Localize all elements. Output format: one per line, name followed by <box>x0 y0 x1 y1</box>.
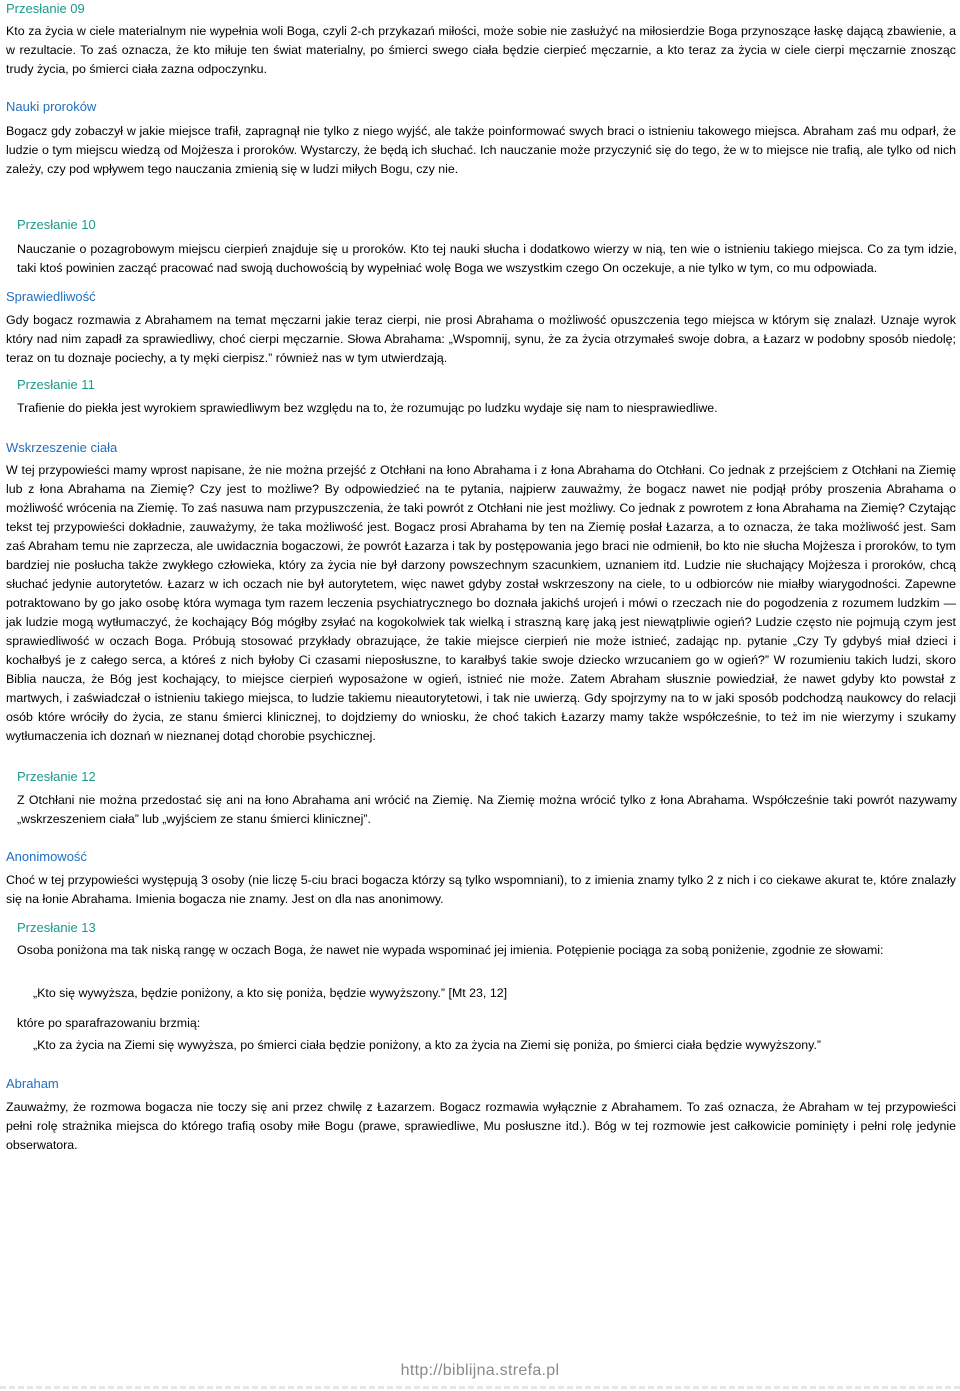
section-nauki-prorokow-body <box>6 122 956 179</box>
section-anonimowosc-body <box>6 871 956 909</box>
paragraph: Bogacz gdy zobaczył w jakie miejsce trafił, zapragnął nie tylko z niego wyjść, ale także poinformować swych braci o istnieniu takowego miejsca. Abraham zaś mu odparł, że ludzie o tym miejscu wiedzą od Mojżesza i proroków. Wystarczy, że będą ich słuchać. Ich nauczanie może przyczynić się do tego, że w to miejsce nie trafią, ale tylko od nich zależy, czy pod wpływem tego nauczania zmienią się w ludzi miłych Bogu, czy nie. <box>6 124 956 176</box>
section-przeslanie-09-body <box>6 22 956 79</box>
paraphrase-intro <box>17 1014 957 1033</box>
paragraph: Choć w tej przypowieści występują 3 osoby (nie liczę 5-ciu braci bogacza którzy są tylko wspomniani), to z imienia znamy tylko 2 z nich i co ciekawe akurat te, które znalazły się na łonie Abrahama. Imienia bogacza nie znamy. Jest on dla nas anonimowy. <box>6 873 956 906</box>
paragraph: Trafienie do piekła jest wyrokiem sprawiedliwym bez względu na to, że rozumując po ludzku wydaje się nam to niesprawiedliwe. <box>17 401 718 415</box>
section-title: Przesłanie 09 <box>6 1 85 16</box>
section-wskrzeszenie <box>6 439 956 456</box>
section-title: Wskrzeszenie ciała <box>6 440 118 455</box>
paragraph: które po sparafrazowaniu brzmią: <box>17 1016 201 1030</box>
section-title: Przesłanie 12 <box>17 769 96 784</box>
section-sprawiedliwosc-body <box>6 311 956 368</box>
section-przeslanie-09 <box>6 0 956 17</box>
section-przeslanie-13-body <box>17 941 957 960</box>
section-sprawiedliwosc <box>6 288 956 305</box>
section-abraham <box>6 1075 956 1092</box>
section-przeslanie-11 <box>17 376 957 393</box>
section-title: Anonimowość <box>6 849 87 864</box>
section-title: Sprawiedliwość <box>6 289 96 304</box>
section-przeslanie-13 <box>17 919 957 936</box>
section-przeslanie-12 <box>17 768 957 785</box>
section-przeslanie-11-body <box>17 399 957 418</box>
section-anonimowosc <box>6 848 956 865</box>
section-przeslanie-10-body <box>17 240 957 278</box>
section-abraham-body <box>6 1098 956 1155</box>
section-title: Przesłanie 13 <box>17 920 96 935</box>
paragraph: Kto za życia w ciele materialnym nie wypełnia woli Boga, czyli 2-ch przykazań miłości, może sobie nie zasłużyć na miłosierdzie Boga przynoszące łaskę dającą zbawienie, a w rezultacie. To zaś oznacza, że kto miłuje ten świat materialny, po śmierci swego ciała będzie cierpieć męczarnie, a kto teraz za życia w ciele cierpi męczarnie znosząc trudy życia, po śmierci ciała zazna odpoczynku. <box>6 24 956 76</box>
section-title: Abraham <box>6 1076 59 1091</box>
paraphrase-quote <box>33 1036 953 1055</box>
section-przeslanie-10 <box>17 216 957 233</box>
paragraph: Zauważmy, że rozmowa bogacza nie toczy się ani przez chwilę z Łazarzem. Bogacz rozmawia wyłącznie z Abrahamem. To zaś oznacza, że Abraham w tej przypowieści pełni rolę strażnika miejsca do którego trafią osoby miłe Bogu (prawe, sprawiedliwe, Mu posłuszne itd.). Bóg w tej rozmowie jest całkowicie pominięty i pełni rolę jedynie obserwatora. <box>6 1100 956 1152</box>
paragraph: Nauczanie o pozagrobowym miejscu cierpień znajduje się u proroków. Kto tej nauki słucha i dodatkowo wierzy w nią, ten wie o istnieniu takiego miejsca. Co za tym idzie, taki ktoś powinien zacząć pracować nad swoją duchowością by wypełniać wolę Boga we wszystkim czego On oczekuje, a nie tylko w tym, co mu odpowiada. <box>17 242 957 275</box>
section-title: Przesłanie 11 <box>17 377 95 392</box>
section-title: Nauki proroków <box>6 99 97 114</box>
paragraph: Z Otchłani nie można przedostać się ani na łono Abrahama ani wrócić na Ziemię. Na Ziemię można wrócić tylko z łona Abrahama. Współcześnie taki powrót nazywamy „wskrzeszeniem ciała” lub „wyjściem ze stanu śmierci klinicznej”. <box>17 793 957 826</box>
section-przeslanie-12-body <box>17 791 957 829</box>
paragraph: Gdy bogacz rozmawia z Abrahamem na temat męczarni jakie teraz cierpi, nie prosi Abrahama o możliwość opuszczenia tego miejsca w którym się znalazł. Uznaje wyrok który nad nim zapadł za sprawiedliwy, choć cierpi męczarnie. Słowa Abrahama: „Wspomnij, synu, że za życia otrzymałeś swoje dobra, a Łazarz w podobny sposób niedolę; teraz on tu doznaje pociechy, a ty męki cierpisz.” również nas w tym utwierdzają. <box>6 313 956 365</box>
footer-url[interactable]: http://biblijna.strefa.pl <box>400 1362 560 1379</box>
section-wskrzeszenie-body <box>6 461 956 746</box>
section-title: Przesłanie 10 <box>17 217 96 232</box>
footer-divider <box>0 1386 960 1389</box>
quote-text: „Kto za życia na Ziemi się wywyższa, po śmierci ciała będzie poniżony, a kto za życia na Ziemi się poniża, po śmierci ciała będzie wywyższony.” <box>33 1038 822 1052</box>
paragraph: Osoba poniżona ma tak niską rangę w oczach Boga, że nawet nie wypada wspominać jej imienia. Potępienie pociąga za sobą poniżenie, zgodnie ze słowami: <box>17 943 884 957</box>
paragraph: W tej przypowieści mamy wprost napisane, że nie można przejść z Otchłani na łono Abrahama i z łona Abrahama do Otchłani. Co jednak z przejściem z Otchłani na Ziemię lub z łona Abrahama na Ziemię? Czy jest to możliwe? By odpowiedzieć na te pytania, najpierw zauważmy, że bogacz nawet nie podjął próby proszenia Abrahama o możliwość wrócenia na Ziemię. To zaś nasuwa nam przypuszczenia, że taki powrót z Otchłani nie jest możliwy. Co jednak z powrotem z łona Abrahama na Ziemię? Czytając tekst tej przypowieści dokładnie, zauważymy, że taka możliwość jest. Bogacz prosi Abrahama by ten na Ziemię posłał Łazarza, a to oznacza, że taka możliwość jest. Sam zaś Abraham temu nie zaprzecza, ale uwidacznia bogaczowi, że powrót Łazarza i tak by postępowania jego braci nie odmienił, bo kto nie słucha Mojżesza i proroków, to tym bardziej nie posłucha także zwykłego człowieka, który za życia nie był darzony powszechnym szacunkiem, uznaniem itd. Ludzie nie słuchający Mojżesza i proroków, chcą słuchać jedynie autorytetów. Łazarz w ich oczach nie był autorytetem, więc nawet gdyby został wskrzeszony na ciele, to u odbiorców nie miałby wiarygodności. Zapewne potraktowano by go jako osobę która wymaga tym razem leczenia psychiatrycznego bo doznała jakichś urojeń i mówi o rzeczach nie do pogodzenia z rozumem ludzkim — jak ludzie mogą wytłumaczyć, że kochający Bóg mógłby zsyłać na kogokolwiek tak wielką i straszną karę jaką jest niewątpliwie ogień? Ludzie często nie pojmują czym jest sprawiedliwość w oczach Boga. Próbują stosować przykłady obrazujące, że takie miejsce cierpień nie może istnieć, zadając np. pytanie „Czy Ty gdybyś miał dzieci i kochałbyś je z całego serca, a któreś z nich byłoby Ci czasami nieposłuszne, to karałbyś takie swoje dziecko wrzucaniem go w ogień?” W rozumieniu takich ludzi, skoro Biblia naucza, że Bóg jest kochający, to miejsce cierpień wyposażone w ogień, istnieć nie może. Zatem Abraham słusznie powiedział, że nawet gdyby kto powstał z martwych, i zaświadczał o istnieniu takiego miejsca, to ludzie takiemu nieautorytetowi, i tak nie uwierzą. Gdy spojrzymy na to w jaki sposób podchodzą naukowcy do relacji osób które wróciły do życia, ze stanu śmierci klinicznej, to dojdziemy do wniosku, że choć takich Łazarzy mamy także współcześnie, to też im nie wierzymy i szukamy wytłumaczenia ich doznań w nieznanej dotąd chorobie psychicznej. <box>6 463 956 743</box>
section-nauki-prorokow <box>6 98 956 115</box>
scripture-quote <box>33 984 953 1003</box>
quote-text: „Kto się wywyższa, będzie poniżony, a kto się poniża, będzie wywyższony.” [Mt 23, 12] <box>33 986 508 1000</box>
